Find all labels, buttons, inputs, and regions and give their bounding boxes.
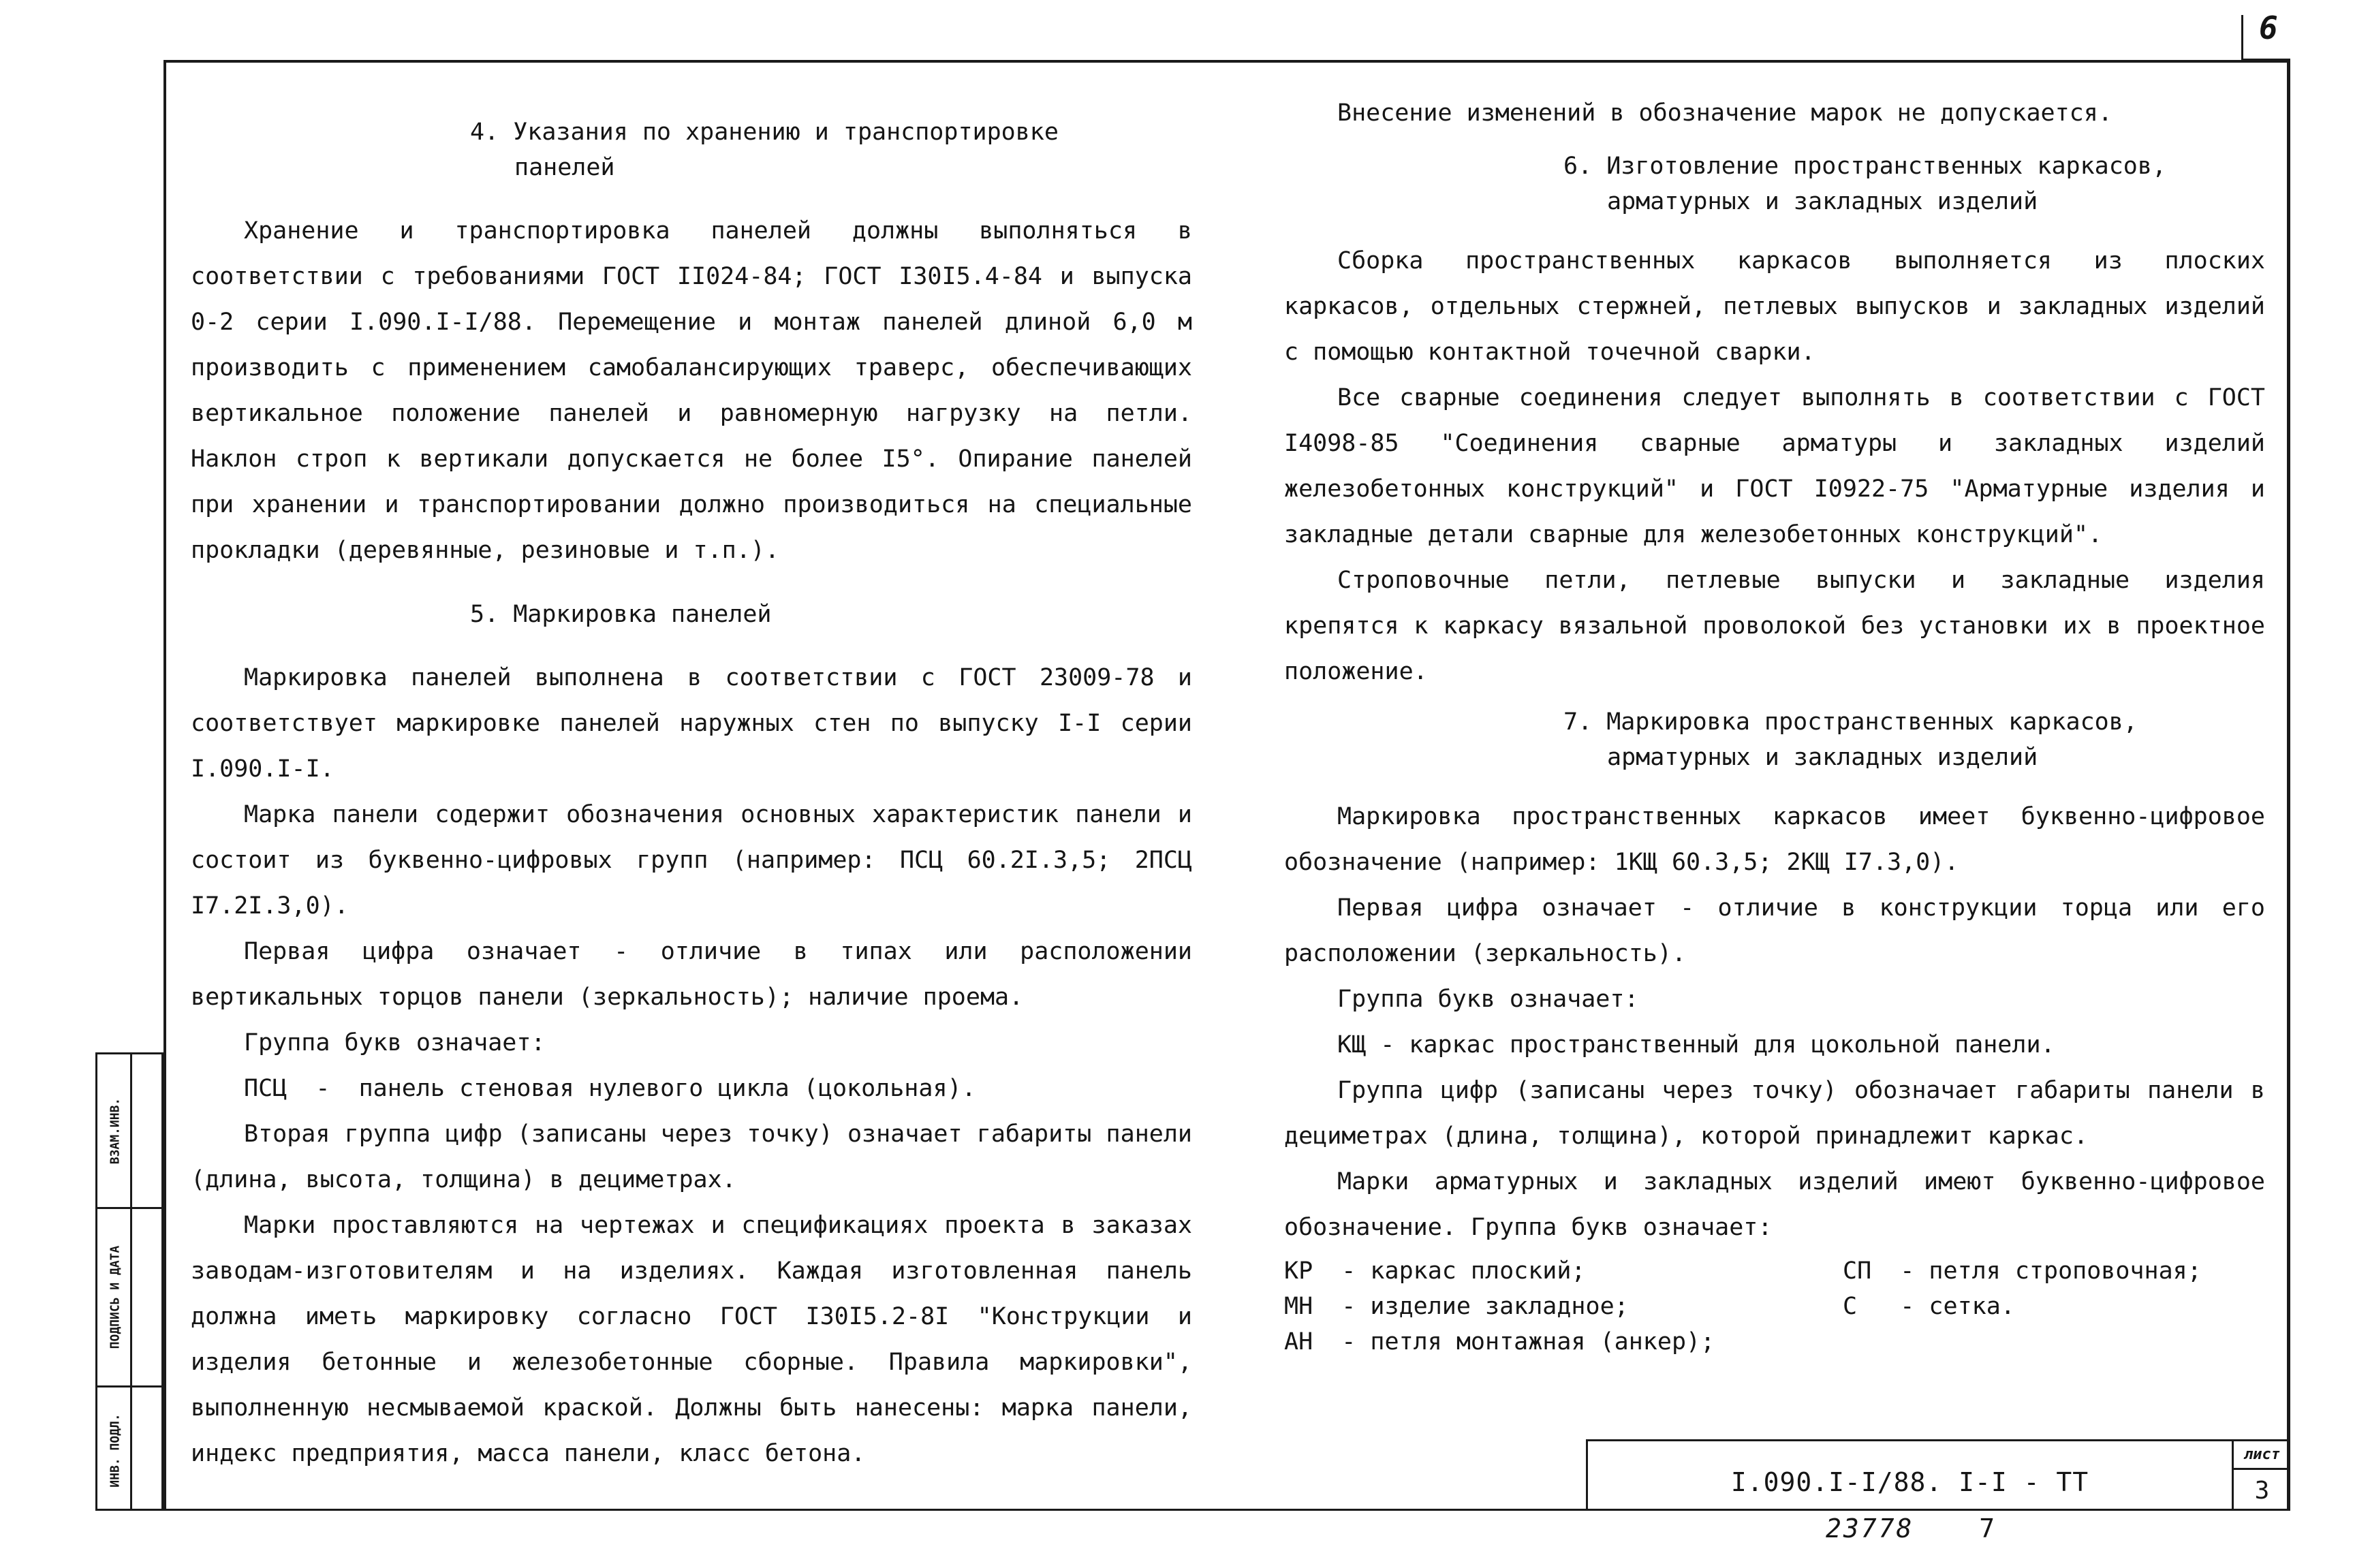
stamp-label-signature-date: ПОДПИСЬ И ДАТА <box>108 1245 123 1349</box>
stamp-divider <box>130 1054 132 1509</box>
section-4-paragraph: Хранение и транспортировка панелей должны выполняться в соответствии с требованиями ГОСТ II024-84; ГОСТ I30I5.4-84 и выпуска 0-2 серии I.090.I-I/88. Перемещение и монтаж панелей длиной 6,0 м производить с применением самобалансирующих траверс, обеспечивающих вертикальное положение панелей и равномерную нагрузку на петли. Наклон строп к вертикали допускается не более I5°. Опирание панелей при хранении и транспортировании должно производиться на специальные прокладки (деревянные, резиновые и т.п.). <box>191 217 1192 564</box>
mark-legend-item: КР - каркас плоский; <box>1284 1257 1586 1285</box>
mark-legend-item: С - сетка. <box>1843 1293 2015 1320</box>
intro-line: Внесение изменений в обозначение марок не допускается. <box>1337 99 2112 127</box>
title-block <box>1586 1439 2290 1511</box>
stamp-label-original-inv: ИНВ. ПОДЛ. <box>108 1413 123 1488</box>
spacer <box>1284 131 2265 148</box>
section-6-paragraph: Сборка пространственных каркасов выполняется из плоских каркасов, отдельных стержней, петлевых выпусков и закладных изделий с помощью контактной точечной сварки. <box>1284 247 2265 366</box>
section-7-paragraph: Марки арматурных и закладных изделий имеют буквенно-цифровое обозначение. Группа букв означает: <box>1284 1168 2265 1241</box>
spacer <box>1284 219 2265 238</box>
section-5-paragraph: Марки проставляются на чертежах и спецификациях проекта в заказах заводам-изготовителям и на изделиях. Каждая изготовленная панель должна иметь маркировку согласно ГОСТ I30I5.2-8I "Конструкции и изделия бетонные и железобетонные сборные. Правила маркировки", выполненную несмываемой краской. Должны быть нанесены: марка панели, индекс предприятия, масса панели, класс бетона. <box>191 1212 1192 1467</box>
margin-stamp <box>95 1052 163 1511</box>
section-7-title-line2: арматурных и закладных изделий <box>1607 744 2038 771</box>
archive-number: 23778 <box>1826 1514 1914 1543</box>
spacer <box>1284 775 2265 794</box>
stamp-label-replace-inv: ВЗАМ.ИНВ. <box>108 1097 123 1164</box>
section-7-title <box>1284 704 2265 775</box>
section-6-paragraph: Строповочные петли, петлевые выпуски и закладные изделия крепятся к каркасу вязальной проволокой без установки их в проектное положение. <box>1284 567 2265 685</box>
mark-legend <box>1284 1253 2265 1360</box>
section-7-title-line1: 7. Маркировка пространственных каркасов, <box>1563 708 2138 736</box>
section-4-title-line2: панелей <box>514 154 615 181</box>
sheet-number: 3 <box>2254 1476 2270 1505</box>
section-5-title: 5. Маркировка панелей <box>470 601 772 628</box>
archive-copy: 7 <box>1979 1514 1997 1543</box>
section-4-title-line1: 4. Указания по хранению и транспортировке <box>470 119 1059 146</box>
archive-stamp <box>1826 1514 1997 1543</box>
section-7-paragraph: Группа цифр (записаны через точку) обозначает габариты панели в дециметрах (длина, толщина), которой принадлежит каркас. <box>1284 1077 2265 1150</box>
section-5-paragraph: Марка панели содержит обозначения основных характеристик панели и состоит из буквенно-цифровых групп (например: ПСЦ 60.2I.3,5; 2ПСЦ I7.2I.3,0). <box>191 801 1192 920</box>
mark-legend-item <box>1843 1324 2251 1360</box>
title-block-code-cell <box>1588 1441 2234 1511</box>
section-5-paragraph: Вторая группа цифр (записаны через точку) означает габариты панели (длина, высота, толщина) в дециметрах. <box>191 1120 1192 1193</box>
section-7-paragraph: КЩ - каркас пространственный для цокольной панели. <box>1337 1031 2055 1059</box>
mark-legend-item: МН - изделие закладное; <box>1284 1293 1629 1320</box>
section-6-title-line1: 6. Изготовление пространственных каркасов, <box>1563 153 2167 180</box>
section-6-paragraph: Все сварные соединения следует выполнять в соответствии с ГОСТ I4098-85 "Соединения сварные арматуры и закладных изделий железобетонных конструкций" и ГОСТ I0922-75 "Арматурные изделия и закладные детали сварные для железобетонных конструкций". <box>1284 384 2265 548</box>
corner-mark: 6 <box>2259 10 2278 46</box>
section-7-paragraph: Маркировка пространственных каркасов имеет буквенно-цифровое обозначение (например: 1КЩ 60.3,5; 2КЩ I7.3,0). <box>1284 803 2265 876</box>
mark-legend-item: АН - петля монтажная (анкер); <box>1284 1328 1715 1355</box>
mark-legend-item: СП - петля строповочная; <box>1843 1257 2202 1285</box>
corner-divider <box>2241 15 2243 61</box>
section-5-paragraph: ПСЦ - панель стеновая нулевого цикла (цокольная). <box>244 1075 976 1102</box>
section-6-title-line2: арматурных и закладных изделий <box>1607 188 2038 215</box>
section-7-paragraph: Группа букв означает: <box>1337 986 1639 1013</box>
spacer <box>191 574 1192 597</box>
spacer <box>191 632 1192 655</box>
section-6-title <box>1284 148 2265 219</box>
spacer <box>191 185 1192 208</box>
section-7-paragraph: Первая цифра означает - отличие в конструкции торца или его расположении (зеркальность). <box>1284 894 2265 967</box>
spacer <box>1284 695 2265 704</box>
document-code: I.090.I-I/88. I-I - ТТ <box>1730 1467 2089 1497</box>
section-5-paragraph: Группа букв означает: <box>244 1029 546 1056</box>
section-5-paragraph: Маркировка панелей выполнена в соответствии с ГОСТ 23009-78 и соответствует маркировке панелей наружных стен по выпуску I-I серии I.090.I-I. <box>191 664 1192 783</box>
right-column <box>1284 95 2265 1360</box>
left-column <box>191 114 1192 1477</box>
corner-divider-h <box>2241 59 2290 61</box>
sheet-label: лист <box>2234 1441 2290 1470</box>
section-4-title <box>191 114 1192 185</box>
section-5-paragraph: Первая цифра означает - отличие в типах или расположении вертикальных торцов панели (зеркальность); наличие проема. <box>191 938 1192 1011</box>
